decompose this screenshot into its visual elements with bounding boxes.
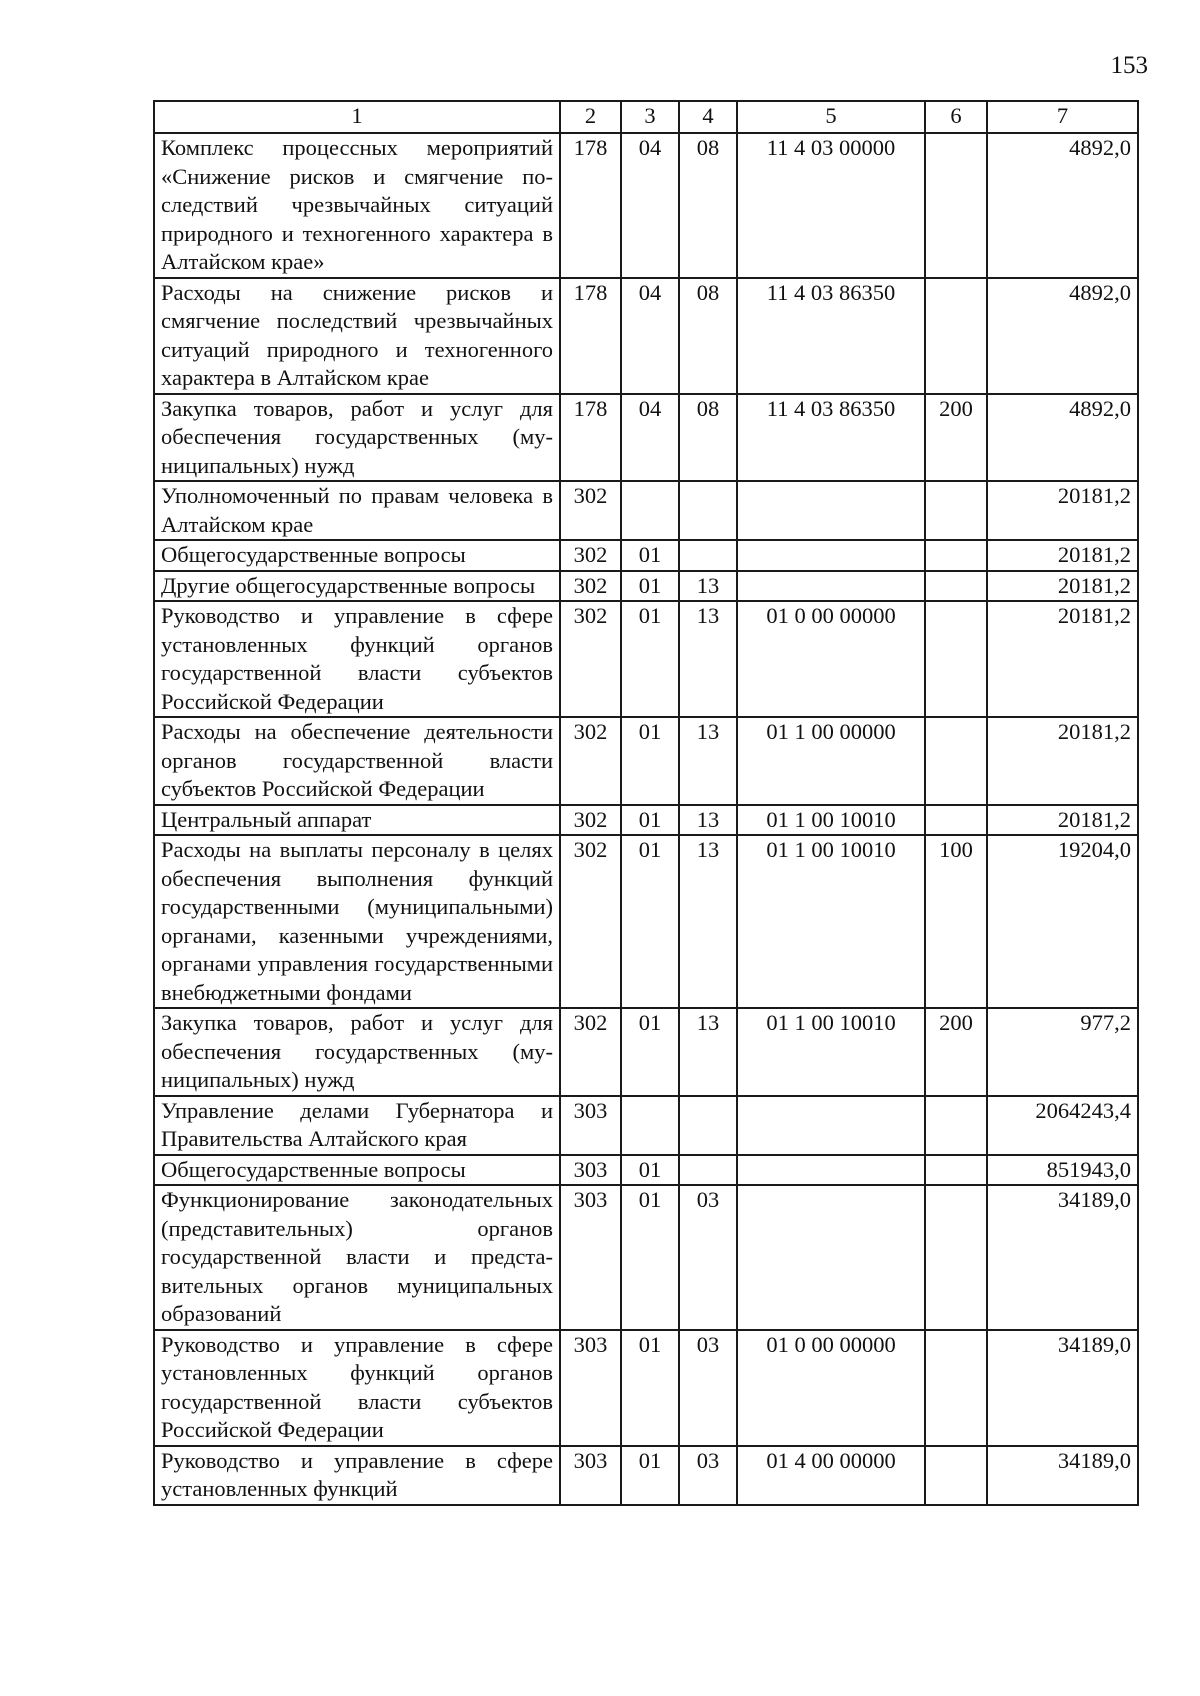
subsection-code-cell: 03 (679, 1446, 737, 1505)
item-name-cell: Уполномоченный по правам человека в Алтайском крае (154, 481, 560, 540)
section-code-cell: 01 (621, 1185, 679, 1330)
expense-type-cell (925, 1155, 987, 1186)
amount-cell: 20181,2 (987, 717, 1138, 805)
ministry-code-cell: 302 (560, 1008, 621, 1096)
ministry-code-cell: 178 (560, 394, 621, 482)
target-article-cell: 01 4 00 00000 (737, 1446, 925, 1505)
amount-cell: 19204,0 (987, 835, 1138, 1008)
amount-cell: 34189,0 (987, 1446, 1138, 1505)
item-name-cell: Функционирование законодательных (представительных) органов государственной власти и представительных органов муниципальных образований (154, 1185, 560, 1330)
target-article-cell: 01 0 00 00000 (737, 601, 925, 717)
target-article-cell: 11 4 03 86350 (737, 278, 925, 394)
target-article-cell (737, 1185, 925, 1330)
target-article-cell: 11 4 03 86350 (737, 394, 925, 482)
item-name-cell: Расходы на снижение рисков и смягчение последствий чрезвычайных ситуаций природного и техногенного характера в Алтайском крае (154, 278, 560, 394)
item-name-cell: Комплекс процессных мероприятий «Снижение рисков и смягчение последствий чрезвычайных ситуаций природного и техногенного характера в Алтайском крае» (154, 133, 560, 278)
column-header: 2 (560, 101, 621, 133)
section-code-cell: 01 (621, 540, 679, 571)
table-row (154, 571, 1138, 602)
amount-cell: 34189,0 (987, 1330, 1138, 1446)
expense-type-cell (925, 1446, 987, 1505)
item-name-cell: Общегосударственные вопросы (154, 1155, 560, 1186)
subsection-code-cell: 13 (679, 601, 737, 717)
ministry-code-cell: 302 (560, 481, 621, 540)
table-row (154, 805, 1138, 836)
subsection-code-cell (679, 1155, 737, 1186)
section-code-cell: 01 (621, 1008, 679, 1096)
section-code-cell: 01 (621, 1446, 679, 1505)
subsection-code-cell: 08 (679, 394, 737, 482)
item-name-cell: Расходы на обеспечение деятельности органов государственной власти субъектов Российской Федерации (154, 717, 560, 805)
expense-type-cell (925, 278, 987, 394)
subsection-code-cell: 08 (679, 278, 737, 394)
expense-type-cell (925, 1330, 987, 1446)
table-row (154, 481, 1138, 540)
column-header: 7 (987, 101, 1138, 133)
item-name-cell: Общегосударственные вопросы (154, 540, 560, 571)
expense-type-cell (925, 717, 987, 805)
table-row (154, 540, 1138, 571)
table-row (154, 394, 1138, 482)
expense-type-cell (925, 571, 987, 602)
ministry-code-cell: 302 (560, 835, 621, 1008)
amount-cell: 4892,0 (987, 278, 1138, 394)
amount-cell: 4892,0 (987, 133, 1138, 278)
section-code-cell: 01 (621, 601, 679, 717)
expense-type-cell (925, 805, 987, 836)
ministry-code-cell: 178 (560, 133, 621, 278)
ministry-code-cell: 302 (560, 571, 621, 602)
section-code-cell: 01 (621, 805, 679, 836)
target-article-cell: 01 0 00 00000 (737, 1330, 925, 1446)
table-row (154, 133, 1138, 278)
ministry-code-cell: 303 (560, 1155, 621, 1186)
ministry-code-cell: 178 (560, 278, 621, 394)
section-code-cell: 01 (621, 1155, 679, 1186)
expense-type-cell (925, 601, 987, 717)
ministry-code-cell: 302 (560, 717, 621, 805)
subsection-code-cell: 13 (679, 805, 737, 836)
amount-cell: 20181,2 (987, 805, 1138, 836)
section-code-cell: 04 (621, 278, 679, 394)
item-name-cell: Другие общегосударственные вопросы (154, 571, 560, 602)
target-article-cell: 11 4 03 00000 (737, 133, 925, 278)
expense-type-cell (925, 1185, 987, 1330)
expense-type-cell (925, 133, 987, 278)
subsection-code-cell (679, 1096, 737, 1155)
table-row (154, 1155, 1138, 1186)
amount-cell: 20181,2 (987, 540, 1138, 571)
ministry-code-cell: 302 (560, 601, 621, 717)
target-article-cell (737, 571, 925, 602)
item-name-cell: Руководство и управление в сфере установленных функций (154, 1446, 560, 1505)
table-row (154, 835, 1138, 1008)
table-row (154, 1008, 1138, 1096)
ministry-code-cell: 303 (560, 1096, 621, 1155)
subsection-code-cell: 13 (679, 1008, 737, 1096)
subsection-code-cell (679, 481, 737, 540)
page-number: 153 (1110, 52, 1148, 79)
item-name-cell: Руководство и управление в сфере установленных функций органов государственной власти субъектов Российской Федерации (154, 1330, 560, 1446)
amount-cell: 977,2 (987, 1008, 1138, 1096)
subsection-code-cell: 03 (679, 1185, 737, 1330)
subsection-code-cell: 13 (679, 835, 737, 1008)
amount-cell: 4892,0 (987, 394, 1138, 482)
section-code-cell: 01 (621, 1330, 679, 1446)
column-header: 6 (925, 101, 987, 133)
amount-cell: 20181,2 (987, 481, 1138, 540)
target-article-cell: 01 1 00 00000 (737, 717, 925, 805)
amount-cell: 2064243,4 (987, 1096, 1138, 1155)
item-name-cell: Расходы на выплаты персоналу в целях обеспечения выполнения функций государственными (муниципальными) органами, казенными учреждениями, органами управления государственными внебюджетными фондами (154, 835, 560, 1008)
budget-table (153, 100, 1139, 1506)
expense-type-cell: 100 (925, 835, 987, 1008)
subsection-code-cell (679, 540, 737, 571)
target-article-cell (737, 1155, 925, 1186)
expense-type-cell (925, 540, 987, 571)
target-article-cell: 01 1 00 10010 (737, 1008, 925, 1096)
subsection-code-cell: 08 (679, 133, 737, 278)
expense-type-cell (925, 1096, 987, 1155)
target-article-cell: 01 1 00 10010 (737, 835, 925, 1008)
table-row (154, 1446, 1138, 1505)
ministry-code-cell: 303 (560, 1446, 621, 1505)
expense-type-cell: 200 (925, 394, 987, 482)
table-row (154, 1185, 1138, 1330)
expense-type-cell (925, 481, 987, 540)
target-article-cell: 01 1 00 10010 (737, 805, 925, 836)
target-article-cell (737, 481, 925, 540)
target-article-cell (737, 540, 925, 571)
section-code-cell: 04 (621, 133, 679, 278)
section-code-cell: 01 (621, 835, 679, 1008)
column-header: 1 (154, 101, 560, 133)
column-header: 3 (621, 101, 679, 133)
ministry-code-cell: 302 (560, 540, 621, 571)
table-row (154, 1096, 1138, 1155)
section-code-cell: 01 (621, 571, 679, 602)
table-row (154, 278, 1138, 394)
column-header: 4 (679, 101, 737, 133)
target-article-cell (737, 1096, 925, 1155)
item-name-cell: Руководство и управление в сфере установленных функций органов государственной власти субъектов Российской Федерации (154, 601, 560, 717)
amount-cell: 20181,2 (987, 601, 1138, 717)
item-name-cell: Центральный аппарат (154, 805, 560, 836)
amount-cell: 20181,2 (987, 571, 1138, 602)
section-code-cell (621, 1096, 679, 1155)
ministry-code-cell: 303 (560, 1185, 621, 1330)
section-code-cell (621, 481, 679, 540)
ministry-code-cell: 303 (560, 1330, 621, 1446)
expense-type-cell: 200 (925, 1008, 987, 1096)
subsection-code-cell: 13 (679, 571, 737, 602)
subsection-code-cell: 03 (679, 1330, 737, 1446)
item-name-cell: Закупка товаров, работ и услуг для обеспечения государственных (муниципальных) нужд (154, 1008, 560, 1096)
header-row (154, 101, 1138, 133)
subsection-code-cell: 13 (679, 717, 737, 805)
column-header: 5 (737, 101, 925, 133)
ministry-code-cell: 302 (560, 805, 621, 836)
section-code-cell: 04 (621, 394, 679, 482)
amount-cell: 851943,0 (987, 1155, 1138, 1186)
amount-cell: 34189,0 (987, 1185, 1138, 1330)
table-row (154, 601, 1138, 717)
item-name-cell: Закупка товаров, работ и услуг для обеспечения государственных (муниципальных) нужд (154, 394, 560, 482)
table-row (154, 1330, 1138, 1446)
section-code-cell: 01 (621, 717, 679, 805)
item-name-cell: Управление делами Губернатора и Правительства Алтайского края (154, 1096, 560, 1155)
table-row (154, 717, 1138, 805)
